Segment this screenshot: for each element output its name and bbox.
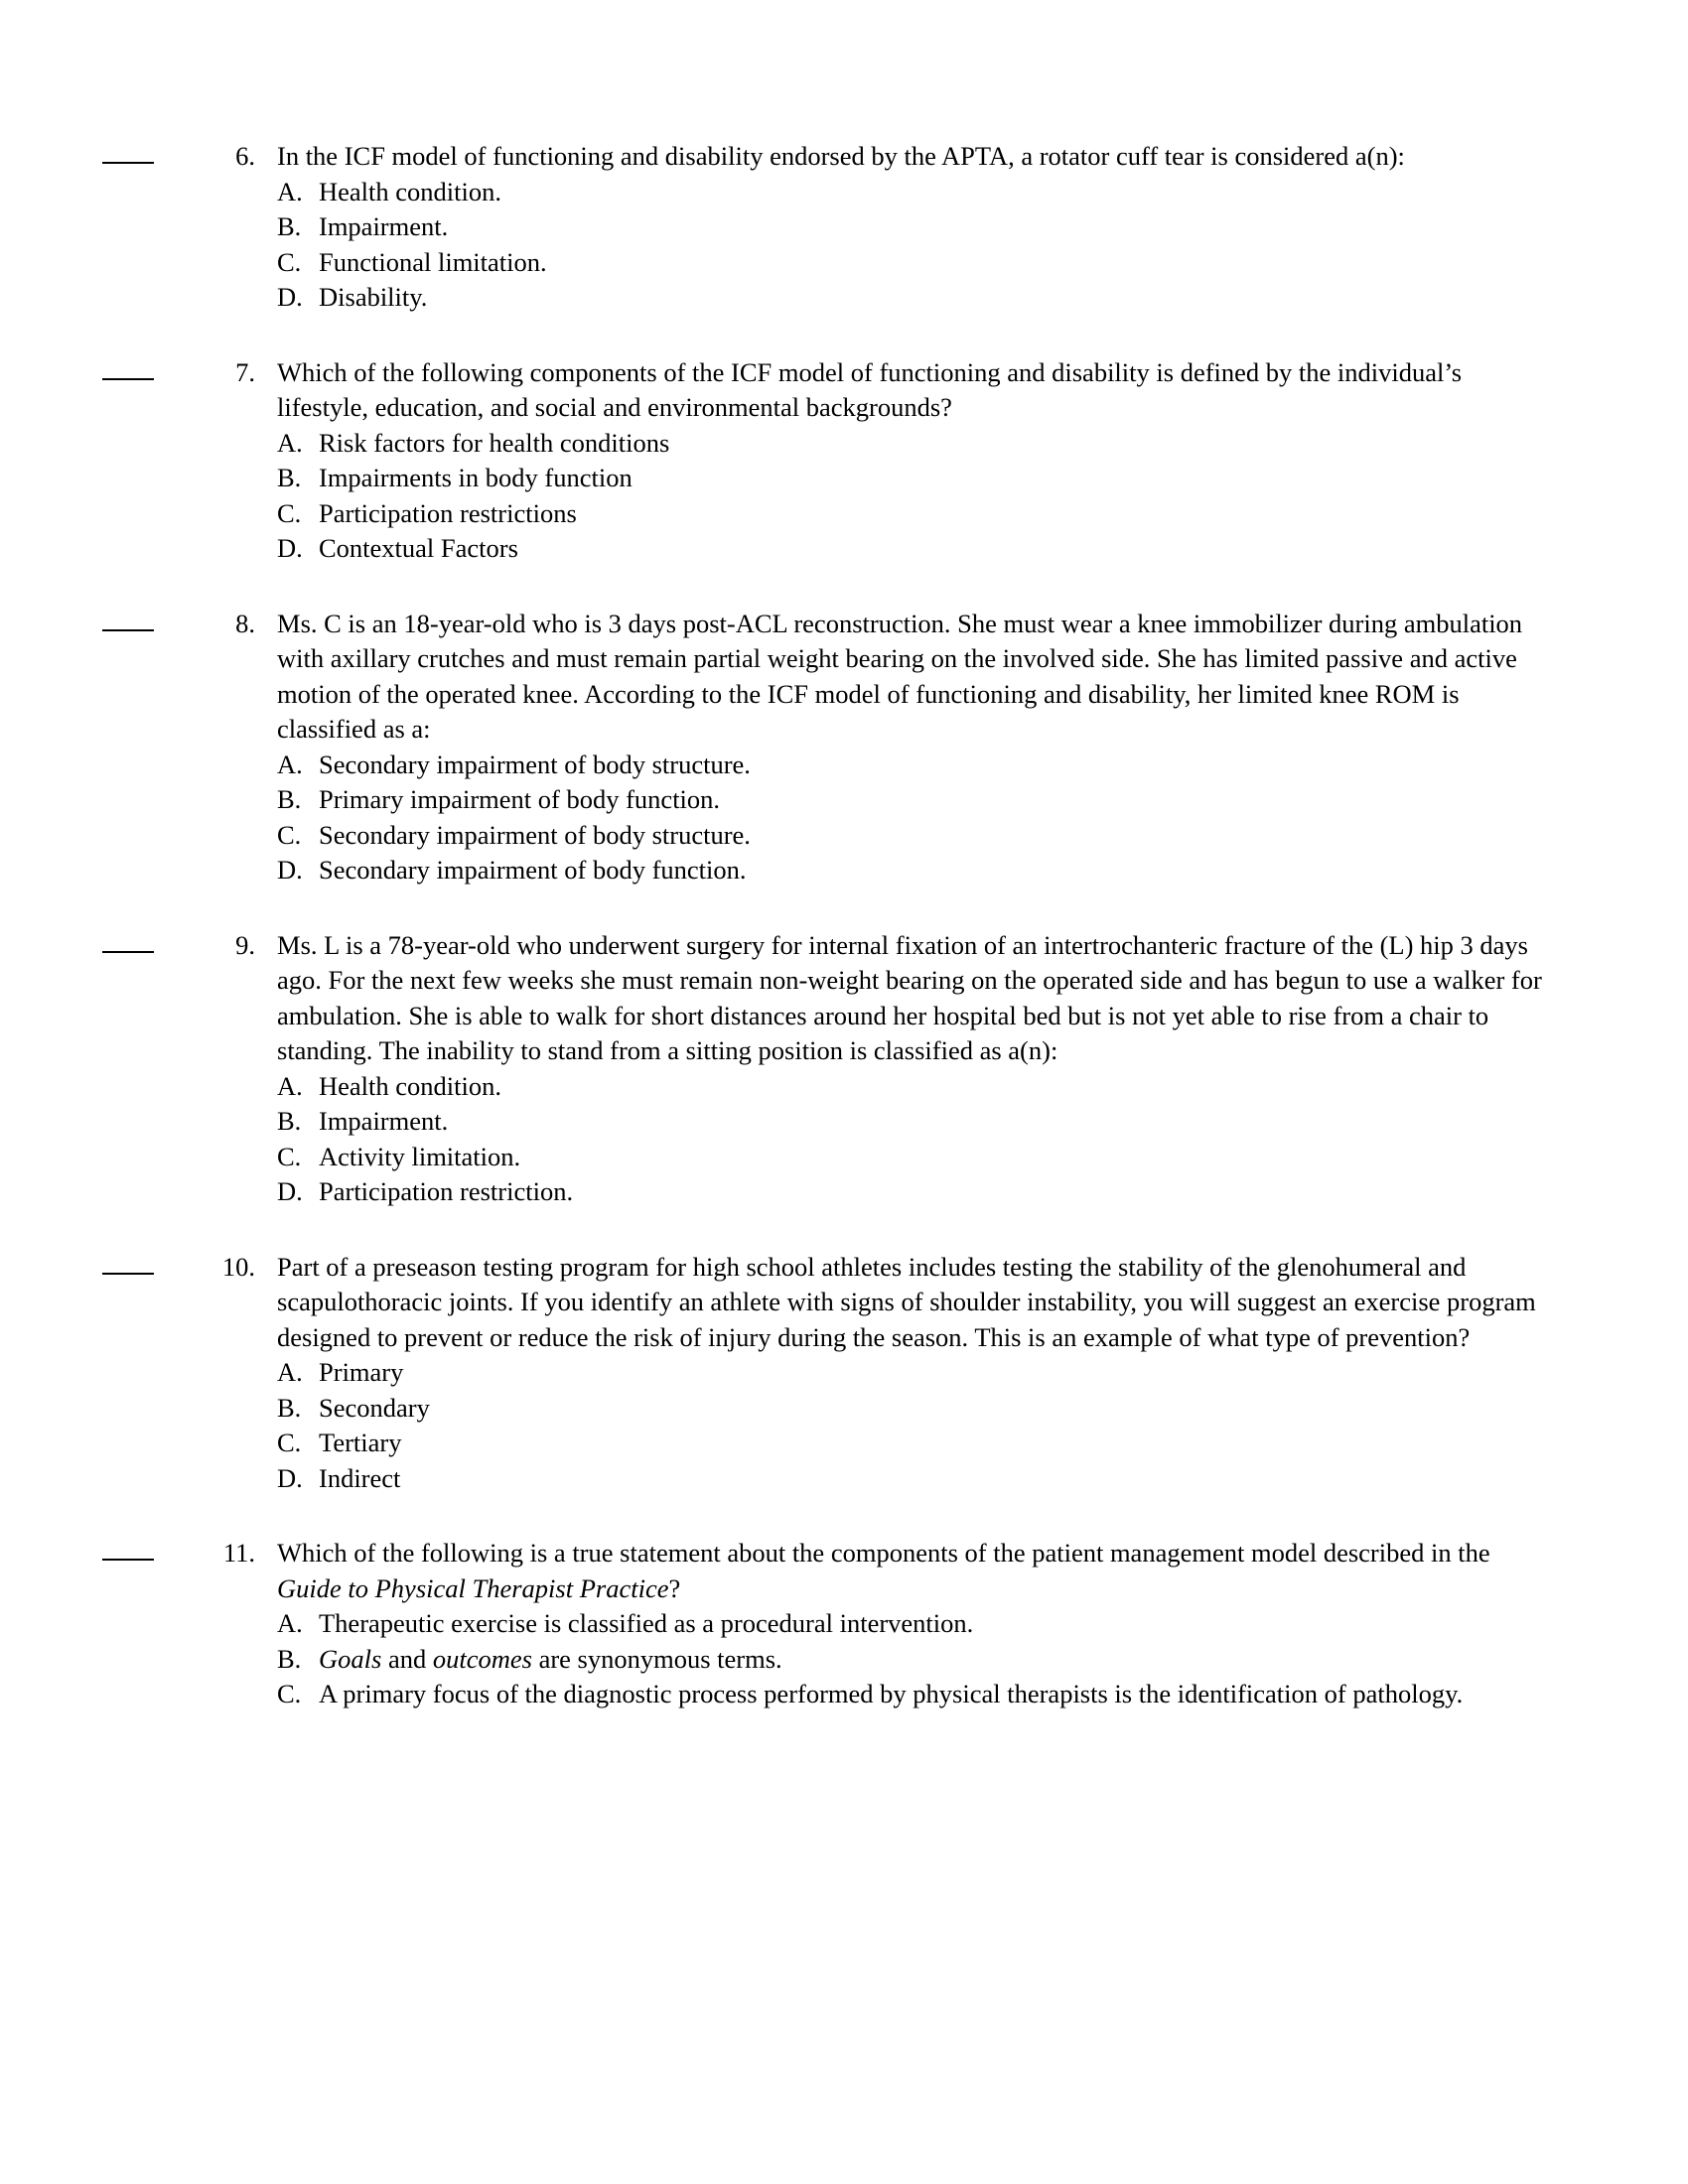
option-text: Primary impairment of body function. [319, 784, 721, 814]
plain-text: ? [668, 1572, 681, 1603]
question-stem: Ms. C is an 18-year-old who is 3 days post-ACL reconstruction. She must wear a knee immobilizer during ambulation with axillary crutches and must remain partial weight bearing on the involved side. She has limited passive and active motion of the operated knee. According to the ICF model of functioning and disability, her limited knee ROM is classified as a: [277, 608, 1523, 744]
question-body [255, 1536, 1554, 1712]
question-body [255, 139, 1554, 316]
option-text: Secondary [319, 1392, 430, 1423]
question-stem [277, 1536, 1554, 1606]
answer-blank[interactable] [94, 607, 194, 636]
question-body [255, 607, 1554, 888]
option-letter: A. [277, 749, 303, 779]
option-letter: D. [277, 282, 303, 312]
option-item[interactable] [277, 1174, 1554, 1210]
option-text: Secondary impairment of body structure. [319, 749, 751, 779]
answer-blank[interactable] [94, 139, 194, 169]
question-item [94, 1250, 1554, 1497]
option-list [277, 1606, 1554, 1712]
question-item [94, 1536, 1554, 1712]
option-text: Secondary impairment of body function. [319, 855, 747, 885]
option-letter: D. [277, 855, 303, 885]
option-letter: D. [277, 1176, 303, 1206]
italic-text: Guide to Physical Therapist Practice [277, 1572, 669, 1603]
option-letter: A. [277, 1070, 303, 1101]
question-item [94, 928, 1554, 1210]
option-letter: C. [277, 497, 302, 528]
answer-blank-line[interactable] [102, 613, 154, 631]
option-list [277, 1355, 1554, 1496]
plain-text: and [381, 1643, 433, 1674]
question-number: 10. [221, 1251, 255, 1282]
option-text: Health condition. [319, 176, 501, 206]
italic-text: Goals [319, 1643, 382, 1674]
option-text [317, 1677, 1554, 1712]
option-item[interactable] [277, 818, 1554, 854]
option-text: Participation restriction. [319, 1176, 574, 1206]
option-letter: B. [277, 1106, 302, 1136]
option-item[interactable] [277, 1140, 1554, 1175]
question-body [255, 1250, 1554, 1497]
question-number: 6. [235, 141, 255, 171]
option-text: Health condition. [319, 1070, 501, 1101]
option-item[interactable] [277, 245, 1554, 281]
option-list [277, 175, 1554, 316]
option-text: Impairments in body function [319, 463, 633, 492]
option-item[interactable] [277, 496, 1554, 532]
option-text [317, 1642, 1554, 1678]
question-number: 7. [235, 356, 255, 387]
option-list [277, 1069, 1554, 1210]
option-text: Contextual Factors [319, 533, 518, 563]
option-item[interactable] [277, 280, 1554, 316]
question-number: 8. [235, 608, 255, 638]
option-item[interactable] [277, 461, 1554, 496]
option-item[interactable] [277, 1677, 1554, 1712]
option-letter: B. [277, 463, 302, 492]
option-item[interactable] [277, 1461, 1554, 1497]
option-letter: C. [277, 1679, 302, 1708]
option-item[interactable] [277, 853, 1554, 888]
option-item[interactable] [277, 1426, 1554, 1461]
option-text: Tertiary [319, 1428, 402, 1457]
option-text: Impairment. [319, 1106, 449, 1136]
question-body [255, 928, 1554, 1210]
question-number: 9. [235, 929, 255, 960]
option-item[interactable] [277, 1606, 1554, 1642]
plain-text: are synonymous terms. [531, 1643, 782, 1674]
option-letter: B. [277, 211, 302, 241]
option-letter: D. [277, 1462, 303, 1493]
option-text: Disability. [319, 282, 428, 312]
option-text: Risk factors for health conditions [319, 427, 670, 458]
answer-blank[interactable] [94, 1250, 194, 1280]
option-letter: B. [277, 784, 302, 814]
italic-text: outcomes [432, 1643, 532, 1674]
option-text: Participation restrictions [319, 497, 577, 528]
answer-blank-line[interactable] [102, 145, 154, 164]
option-list [277, 426, 1554, 567]
answer-blank[interactable] [94, 1536, 194, 1566]
option-text: Functional limitation. [319, 246, 547, 277]
question-item [94, 139, 1554, 316]
option-text: Primary [319, 1357, 404, 1387]
answer-blank-line[interactable] [102, 1256, 154, 1275]
question-item [94, 355, 1554, 567]
answer-blank[interactable] [94, 355, 194, 385]
option-item[interactable] [277, 175, 1554, 210]
option-item[interactable] [277, 782, 1554, 818]
question-stem: Ms. L is a 78-year-old who underwent surgery for internal fixation of an intertrochanteric fracture of the (L) hip 3 days ago. For the next few weeks she must remain non-weight bearing on the operated side and has begun to use a walker for ambulation. She is able to walk for short distances around her hospital bed but is not yet able to rise from a chair to standing. The inability to stand from a sitting position is classified as a(n): [277, 929, 1542, 1065]
option-item[interactable] [277, 426, 1554, 462]
question-stem: In the ICF model of functioning and disability endorsed by the APTA, a rotator cuff tear is considered a(n): [277, 141, 1405, 171]
question-stem: Which of the following components of the ICF model of functioning and disability is defined by the individual’s lifestyle, education, and social and environmental backgrounds? [277, 356, 1463, 422]
option-item[interactable] [277, 1391, 1554, 1427]
option-text: Secondary impairment of body structure. [319, 819, 751, 850]
option-letter: A. [277, 1357, 303, 1387]
answer-blank[interactable] [94, 928, 194, 958]
option-letter: A. [277, 427, 303, 458]
option-item[interactable] [277, 1642, 1554, 1678]
option-item[interactable] [277, 748, 1554, 783]
option-text: Impairment. [319, 211, 449, 241]
question-body [255, 355, 1554, 567]
option-list [277, 748, 1554, 888]
option-letter: A. [277, 176, 303, 206]
option-letter: C. [277, 1428, 302, 1457]
question-item [94, 607, 1554, 888]
option-text: Indirect [319, 1462, 401, 1493]
option-letter: B. [277, 1643, 302, 1674]
plain-text: A primary focus of the diagnostic process performed by physical therapists is the identification of pathology. [319, 1679, 1464, 1708]
plain-text: Which of the following is a true statement about the components of the patient management model described in the [277, 1538, 1490, 1568]
option-letter: C. [277, 819, 302, 850]
question-number: 11. [222, 1538, 255, 1568]
option-item[interactable] [277, 1069, 1554, 1105]
plain-text: Therapeutic exercise is classified as a procedural intervention. [319, 1608, 974, 1638]
option-letter: D. [277, 533, 303, 563]
option-item[interactable] [277, 1355, 1554, 1391]
answer-blank-line[interactable] [102, 934, 154, 953]
option-text: Activity limitation. [319, 1141, 521, 1171]
option-item[interactable] [277, 209, 1554, 245]
option-item[interactable] [277, 1104, 1554, 1140]
option-letter: C. [277, 1141, 302, 1171]
question-list [94, 139, 1554, 1712]
answer-blank-line[interactable] [102, 361, 154, 380]
option-text [317, 1606, 1554, 1642]
option-letter: A. [277, 1608, 303, 1638]
option-letter: C. [277, 246, 302, 277]
option-item[interactable] [277, 531, 1554, 567]
option-letter: B. [277, 1392, 302, 1423]
question-stem: Part of a preseason testing program for high school athletes includes testing the stability of the glenohumeral and scapulothoracic joints. If you identify an athlete with signs of shoulder instability, you will suggest an exercise program designed to prevent or reduce the risk of injury during the season. This is an example of what type of prevention? [277, 1251, 1536, 1352]
answer-blank-line[interactable] [102, 1542, 154, 1561]
